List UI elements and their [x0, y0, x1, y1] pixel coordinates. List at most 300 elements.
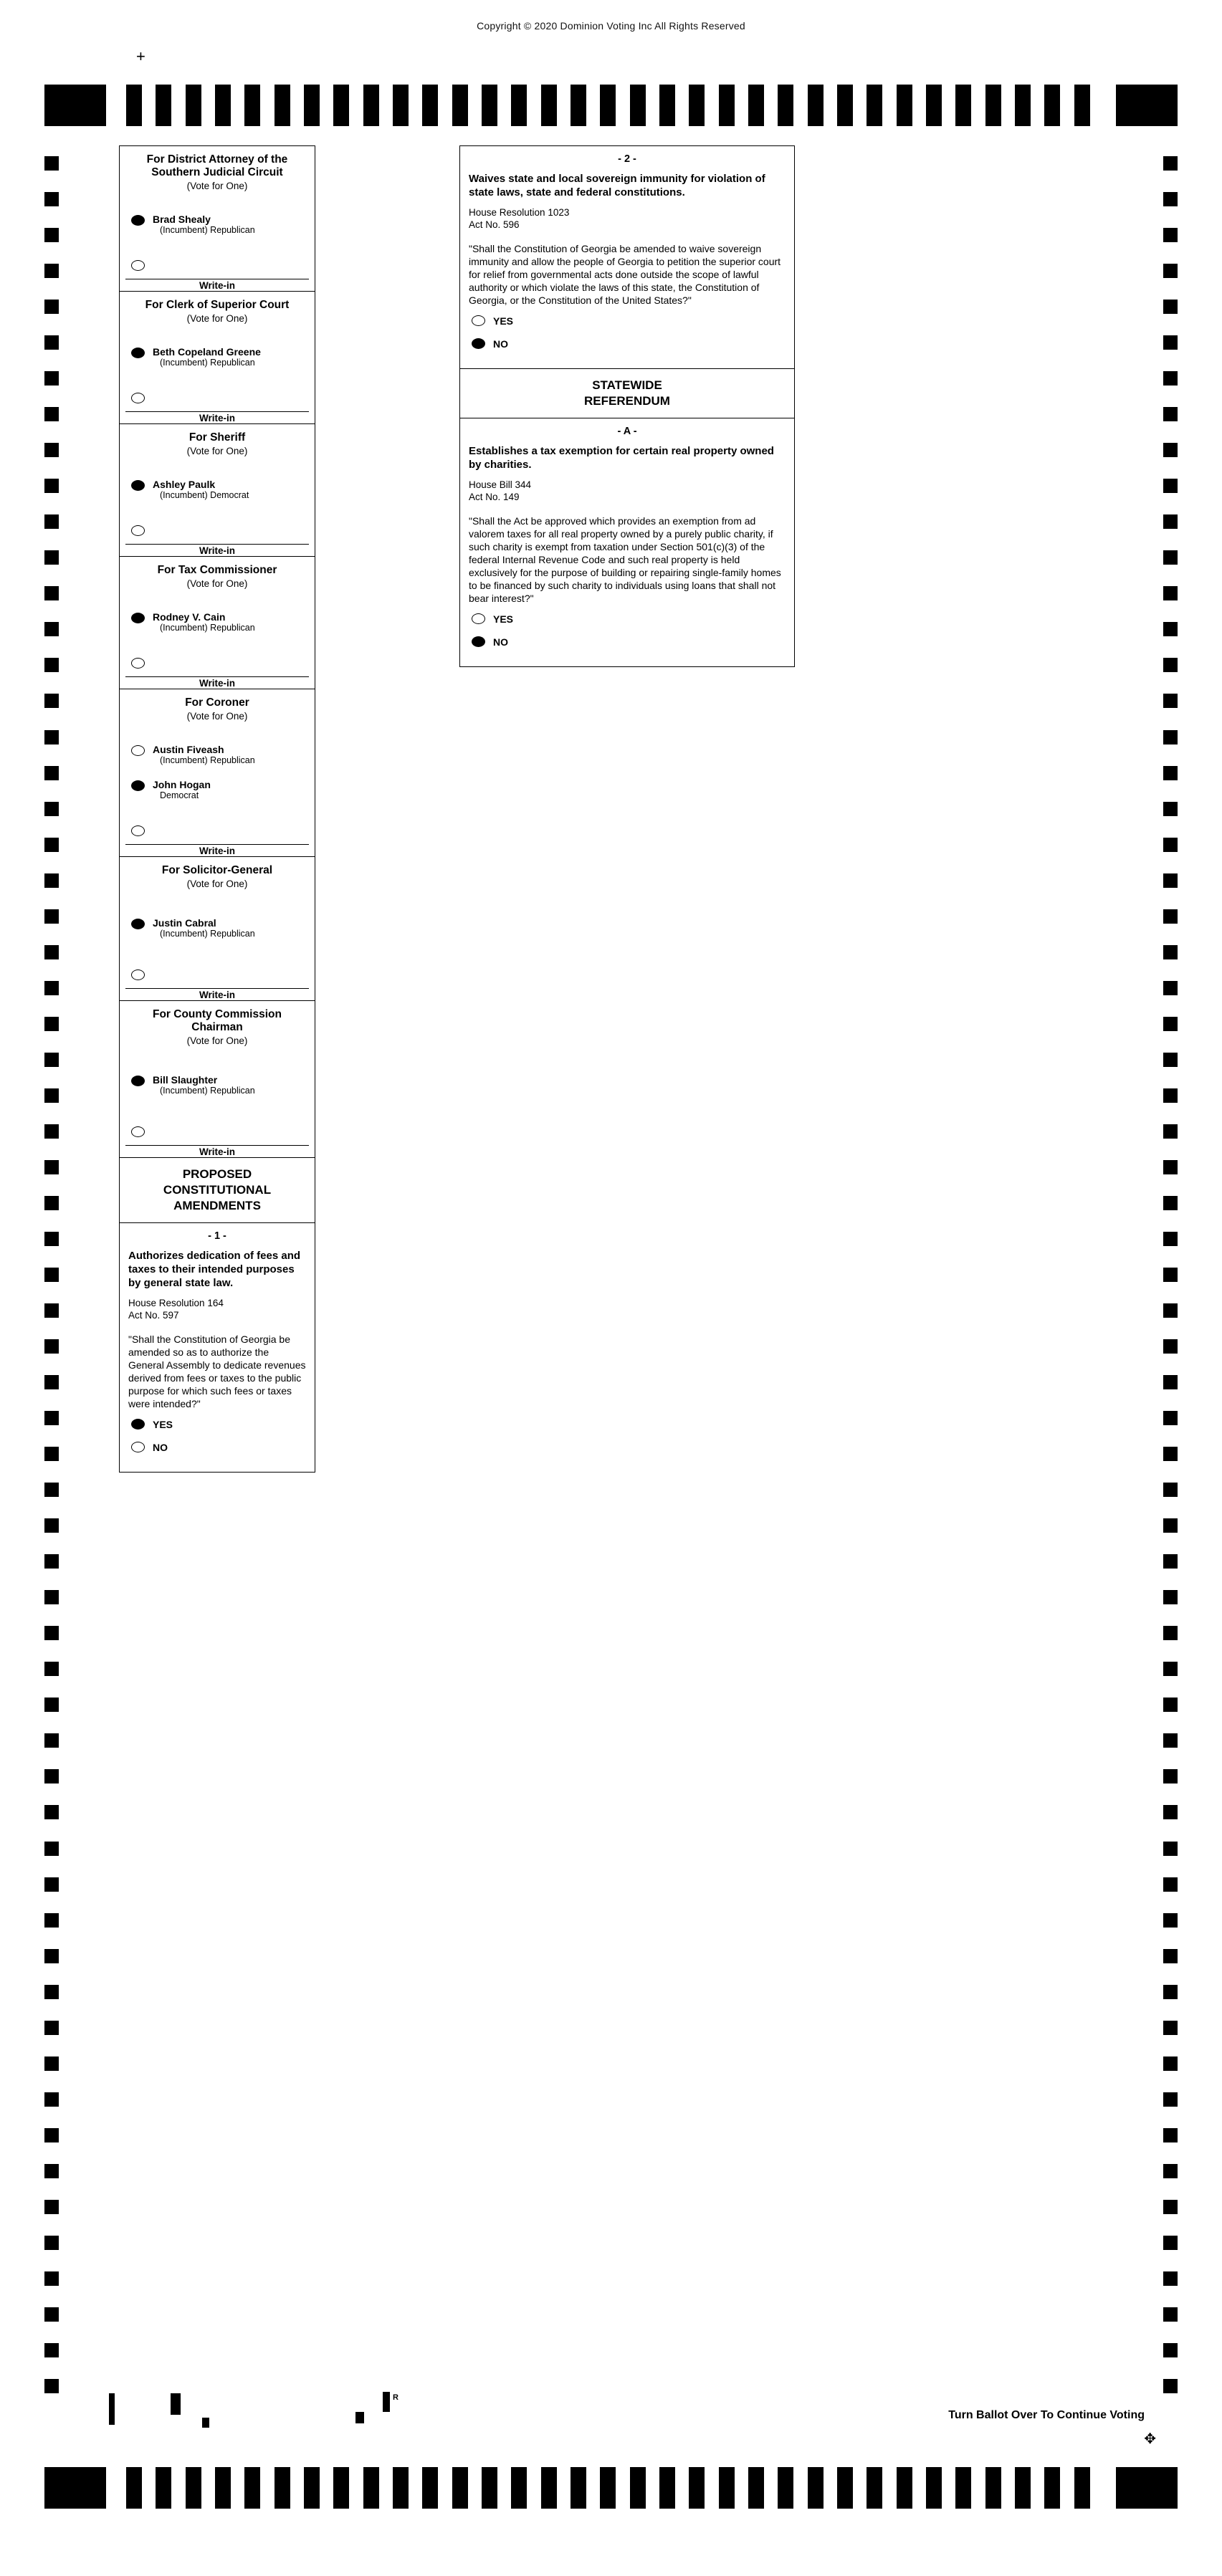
timing-mark: [44, 1733, 59, 1748]
timing-mark: [44, 1124, 59, 1139]
timing-mark: [985, 85, 1001, 126]
timing-mark: [44, 1554, 59, 1569]
timing-mark: [44, 2467, 106, 2509]
option-label: NO: [153, 1442, 168, 1453]
timing-mark: [44, 1088, 59, 1103]
contest-header: [120, 424, 315, 459]
timing-mark: [44, 479, 59, 493]
timing-mark: [1163, 1985, 1178, 1999]
timing-mark: [44, 192, 59, 206]
question-number: - 1 -: [208, 1230, 226, 1242]
contest-options: [120, 1048, 315, 1157]
write-in-option[interactable]: [120, 260, 315, 279]
timing-mark: [44, 1268, 59, 1282]
timing-mark: [44, 802, 59, 816]
timing-mark: [422, 85, 438, 126]
timing-mark: [1163, 514, 1178, 529]
bill-line-1: House Resolution 164: [128, 1298, 224, 1308]
timing-mark: [571, 85, 586, 126]
vote-oval[interactable]: [131, 1076, 145, 1086]
option-label: YES: [153, 1419, 173, 1430]
timing-mark: [1116, 85, 1178, 126]
timing-mark: [1015, 85, 1031, 126]
timing-mark: [44, 1518, 59, 1533]
question-summary: Authorizes dedication of fees and taxes to their intended purposes by general state law.: [128, 1250, 301, 1289]
timing-mark: [837, 85, 853, 126]
write-in-option[interactable]: [120, 1126, 315, 1145]
timing-mark: [748, 85, 764, 126]
timing-mark: [1074, 85, 1090, 126]
vote-oval[interactable]: [131, 825, 145, 836]
contest-options: [120, 326, 315, 423]
timing-mark: [1163, 2021, 1178, 2035]
timing-mark: [44, 2021, 59, 2035]
contest-title: For Tax Commissioner: [157, 564, 277, 576]
section-header-line1: STATEWIDE: [592, 378, 662, 392]
timing-mark: [44, 1877, 59, 1892]
question-option-yes[interactable]: [460, 613, 794, 631]
timing-mark: [808, 2467, 824, 2509]
timing-mark: [1163, 156, 1178, 171]
contest-instruction: (Vote for One): [186, 313, 248, 324]
timing-mark: [244, 85, 260, 126]
timing-mark: [1163, 1554, 1178, 1569]
timing-mark: [1163, 2092, 1178, 2107]
candidate-option[interactable]: [120, 917, 315, 939]
timing-mark: [44, 945, 59, 959]
contest-header: [120, 1001, 315, 1048]
timing-mark: [44, 1913, 59, 1928]
timing-mark: [1163, 838, 1178, 852]
timing-mark: [867, 85, 882, 126]
timing-mark: [44, 335, 59, 350]
candidate-option[interactable]: [120, 1074, 315, 1096]
contest-title-line2: Chairman: [191, 1021, 243, 1033]
timing-mark: [897, 2467, 912, 2509]
contest-instruction: (Vote for One): [186, 711, 248, 722]
contest-coroner: [119, 689, 315, 856]
timing-mark: [1163, 694, 1178, 708]
timing-mark: [659, 2467, 675, 2509]
timing-mark: [1116, 2467, 1178, 2509]
vote-oval[interactable]: [131, 215, 145, 226]
timing-mark: [1163, 1196, 1178, 1210]
timing-mark: [44, 2164, 59, 2178]
candidate-name: Justin Cabral: [153, 917, 216, 929]
timing-mark: [44, 1626, 59, 1640]
candidate-party: (Incumbent) Republican: [160, 358, 255, 368]
question-text: "Shall the Constitution of Georgia be amended to waive sovereign immunity and allow the people of Georgia to petition the superior court for relief from governmental acts done outside the scope of lawful authority or which violate the laws of this state, the Constitution of Georgia, or the Constitution of the United States?": [469, 243, 781, 306]
contest-county-commission-chairman: [119, 1000, 315, 1157]
timing-mark: [1163, 981, 1178, 995]
question-options: [460, 612, 794, 666]
contest-header: [120, 292, 315, 326]
timing-mark: [1163, 2164, 1178, 2178]
timing-mark: [1163, 2307, 1178, 2322]
question-options: [120, 1417, 315, 1472]
timing-mark: [1163, 2379, 1178, 2393]
timing-mark: [719, 85, 735, 126]
timing-mark: [44, 586, 59, 600]
timing-mark: [44, 2343, 59, 2357]
contest-instruction: (Vote for One): [186, 578, 248, 589]
timing-mark: [44, 1842, 59, 1856]
contest-header: [120, 857, 315, 891]
timing-mark: [1163, 1913, 1178, 1928]
timing-mark: [1044, 2467, 1060, 2509]
timing-mark: [511, 2467, 527, 2509]
timing-mark: [452, 85, 468, 126]
timing-mark: [1163, 586, 1178, 600]
section-header: [460, 368, 794, 418]
timing-mark: [363, 2467, 379, 2509]
timing-mark: [600, 85, 616, 126]
contest-instruction: (Vote for One): [186, 446, 248, 456]
timing-mark: [1163, 2343, 1178, 2357]
question-amendment-2: [459, 145, 795, 368]
question-number: - A -: [617, 426, 637, 437]
contest-clerk-superior-court: [119, 291, 315, 423]
candidate-option[interactable]: [120, 744, 315, 766]
timing-mark: [719, 2467, 735, 2509]
timing-mark: [126, 85, 142, 126]
timing-mark: [44, 1375, 59, 1389]
timing-mark: [44, 443, 59, 457]
timing-mark: [482, 85, 497, 126]
timing-mark: [778, 2467, 793, 2509]
contest-tax-commissioner: [119, 556, 315, 689]
vote-oval[interactable]: [131, 1442, 145, 1452]
copyright-notice: Copyright © 2020 Dominion Voting Inc All Rights Reserved: [477, 20, 745, 32]
contest-title: For Sheriff: [188, 431, 246, 444]
candidate-option[interactable]: [120, 611, 315, 633]
timing-mark: [1163, 407, 1178, 421]
timing-mark: [44, 622, 59, 636]
ballot-id-tick: [109, 2393, 115, 2425]
timing-mark: [1163, 2271, 1178, 2286]
timing-mark: [333, 2467, 349, 2509]
timing-mark: [1163, 1017, 1178, 1031]
timing-mark: [867, 2467, 882, 2509]
section-statewide-referendum: [459, 368, 795, 418]
write-in-label: Write-in: [125, 676, 309, 689]
contest-header: [120, 689, 315, 724]
contest-title: For District Attorney of the: [146, 153, 288, 166]
timing-mark: [275, 2467, 290, 2509]
timing-mark: [1163, 2236, 1178, 2250]
timing-mark: [44, 766, 59, 780]
contest-instruction: (Vote for One): [186, 181, 248, 191]
timing-mark: [244, 2467, 260, 2509]
write-in-label: Write-in: [125, 544, 309, 556]
timing-mark: [955, 2467, 971, 2509]
contest-options: [120, 193, 315, 291]
timing-mark: [44, 694, 59, 708]
contest-title-line2: Southern Judicial Circuit: [151, 166, 283, 178]
timing-mark: [1163, 1805, 1178, 1819]
timing-mark: [1163, 1447, 1178, 1461]
candidate-name: Bill Slaughter: [153, 1074, 218, 1086]
candidate-option[interactable]: [120, 479, 315, 501]
timing-mark: [1163, 1842, 1178, 1856]
timing-mark: [1163, 2200, 1178, 2214]
section-header-line3: AMENDMENTS: [173, 1199, 261, 1212]
timing-mark: [1163, 264, 1178, 278]
ballot-id-tick: [383, 2392, 390, 2412]
timing-mark: [44, 407, 59, 421]
timing-mark: [44, 2057, 59, 2071]
timing-mark: [1163, 1053, 1178, 1067]
timing-mark: [215, 85, 231, 126]
contest-header: [120, 557, 315, 591]
timing-mark: [659, 85, 675, 126]
timing-mark: [44, 730, 59, 744]
timing-mark: [156, 85, 171, 126]
timing-mark: [44, 873, 59, 888]
timing-mark: [44, 550, 59, 565]
vote-oval[interactable]: [131, 1419, 145, 1430]
timing-mark: [1163, 335, 1178, 350]
ballot-id-tick: [171, 2393, 181, 2415]
timing-mark: [44, 1196, 59, 1210]
bill-line-1: House Bill 344: [469, 479, 532, 490]
timing-mark: [600, 2467, 616, 2509]
vote-oval[interactable]: [131, 969, 145, 980]
question-amendment-1: [119, 1222, 315, 1473]
contest-instruction: (Vote for One): [186, 1035, 248, 1046]
timing-mark: [1163, 550, 1178, 565]
write-in-option[interactable]: [120, 969, 315, 988]
timing-mark: [1163, 658, 1178, 672]
timing-mark: [44, 156, 59, 171]
timing-mark: [1163, 873, 1178, 888]
question-option-no[interactable]: [460, 636, 794, 653]
timing-mark: [1163, 1124, 1178, 1139]
timing-mark: [44, 981, 59, 995]
timing-mark: [571, 2467, 586, 2509]
timing-mark: [1163, 1160, 1178, 1174]
timing-mark: [1163, 730, 1178, 744]
registration-plus-mark: +: [136, 47, 145, 65]
question-option-yes[interactable]: [460, 315, 794, 332]
contest-solicitor-general: [119, 856, 315, 1000]
bill-line-2: Act No. 597: [128, 1310, 179, 1321]
timing-mark: [1163, 1733, 1178, 1748]
contest-header: [120, 146, 315, 193]
ballot-id-tick: [202, 2418, 209, 2428]
vote-oval[interactable]: [472, 636, 485, 647]
timing-mark: [186, 2467, 201, 2509]
timing-mark: [275, 85, 290, 126]
timing-mark: [778, 85, 793, 126]
timing-mark: [44, 1985, 59, 1999]
write-in-option[interactable]: [120, 825, 315, 844]
timing-mark: [1163, 228, 1178, 242]
timing-mark: [1163, 1483, 1178, 1497]
write-in-option[interactable]: [120, 393, 315, 411]
ballot-left-column: [119, 145, 315, 1473]
timing-mark: [926, 85, 942, 126]
timing-mark: [44, 1949, 59, 1963]
timing-mark: [1163, 1268, 1178, 1282]
timing-mark: [1163, 909, 1178, 924]
question-bill: [460, 206, 794, 238]
question-bill: [120, 1297, 315, 1328]
write-in-label: Write-in: [125, 1145, 309, 1157]
timing-mark: [1163, 479, 1178, 493]
vote-oval[interactable]: [131, 780, 145, 791]
vote-oval[interactable]: [131, 613, 145, 623]
vote-oval[interactable]: [131, 348, 145, 358]
timing-mark: [1163, 1590, 1178, 1604]
vote-oval[interactable]: [472, 315, 485, 326]
vote-oval[interactable]: [131, 260, 145, 271]
timing-mark: [44, 909, 59, 924]
timing-mark: [44, 1590, 59, 1604]
timing-mark: [897, 85, 912, 126]
candidate-party: (Incumbent) Republican: [160, 929, 255, 939]
timing-mark: [689, 2467, 705, 2509]
timing-mark: [1163, 1518, 1178, 1533]
candidate-party: (Incumbent) Democrat: [160, 490, 249, 500]
timing-mark: [44, 1447, 59, 1461]
option-label: NO: [493, 636, 508, 648]
timing-mark: [1163, 802, 1178, 816]
question-options: [460, 314, 794, 368]
timing-mark: [1163, 1411, 1178, 1425]
vote-oval[interactable]: [131, 658, 145, 669]
candidate-option[interactable]: [120, 779, 315, 801]
timing-mark: [186, 85, 201, 126]
candidate-name: John Hogan: [153, 779, 211, 790]
timing-mark: [1163, 2057, 1178, 2071]
timing-mark: [1163, 371, 1178, 386]
timing-mark: [44, 2236, 59, 2250]
timing-mark: [393, 2467, 409, 2509]
vote-oval[interactable]: [131, 480, 145, 491]
timing-mark: [1163, 1339, 1178, 1354]
timing-mark: [1163, 945, 1178, 959]
bill-line-1: House Resolution 1023: [469, 207, 570, 218]
vote-oval[interactable]: [131, 525, 145, 536]
timing-mark: [1163, 192, 1178, 206]
candidate-name: Beth Copeland Greene: [153, 346, 261, 358]
question-bill: [460, 479, 794, 510]
timing-mark: [44, 514, 59, 529]
alignment-arrow-icon: ✥: [1144, 2431, 1156, 2447]
contest-title: For Coroner: [185, 696, 249, 709]
timing-mark: [44, 2307, 59, 2322]
timing-mark: [126, 2467, 142, 2509]
timing-mark: [156, 2467, 171, 2509]
timing-mark: [541, 2467, 557, 2509]
timing-mark: [1163, 1088, 1178, 1103]
timing-mark: [44, 2379, 59, 2393]
candidate-party: (Incumbent) Republican: [160, 225, 255, 235]
question-text: "Shall the Constitution of Georgia be amended so as to authorize the General Assembly to dedicate revenues derived from fees or taxes to the public purpose for which such fees or taxes were intended?": [128, 1334, 306, 1409]
timing-mark: [393, 85, 409, 126]
question-text: "Shall the Act be approved which provides an exemption from ad valorem taxes for all real property owned by a purely public charity, if such charity is exempt from taxation under Section 501(c)(3) of the federal Internal Revenue Code and such real property is held exclusively for the purpose of building or repairing single-family homes to be financed by such charity to individuals using loans that shall not bear interest?": [469, 515, 781, 604]
timing-mark: [1163, 766, 1178, 780]
vote-oval[interactable]: [131, 919, 145, 929]
timing-mark: [44, 658, 59, 672]
write-in-option[interactable]: [120, 525, 315, 544]
write-in-label: Write-in: [125, 988, 309, 1000]
timing-mark: [44, 1339, 59, 1354]
timing-mark: [1163, 1626, 1178, 1640]
timing-mark: [304, 2467, 320, 2509]
question-option-yes[interactable]: [120, 1419, 315, 1436]
timing-mark: [955, 85, 971, 126]
timing-mark: [748, 2467, 764, 2509]
question-option-no[interactable]: [120, 1442, 315, 1459]
question-option-no[interactable]: [460, 338, 794, 355]
timing-mark: [1163, 1232, 1178, 1246]
candidate-party: (Incumbent) Republican: [160, 755, 255, 765]
vote-oval[interactable]: [472, 613, 485, 624]
ballot-right-column: [459, 145, 795, 667]
timing-mark: [452, 2467, 468, 2509]
timing-mark: [44, 371, 59, 386]
candidate-option[interactable]: [120, 346, 315, 368]
timing-mark: [1163, 1375, 1178, 1389]
option-label: NO: [493, 338, 508, 350]
question-summary: Waives state and local sovereign immunity for violation of state laws, state and federal constitutions.: [469, 173, 765, 198]
section-proposed-constitutional-amendments: [119, 1157, 315, 1222]
timing-mark: [1163, 1662, 1178, 1676]
timing-mark: [44, 1805, 59, 1819]
candidate-party: (Incumbent) Republican: [160, 1086, 255, 1096]
candidate-name: Rodney V. Cain: [153, 611, 226, 623]
timing-mark: [630, 85, 646, 126]
candidate-name: Austin Fiveash: [153, 744, 224, 755]
question-referendum-a: [459, 418, 795, 667]
timing-mark: [44, 1017, 59, 1031]
contest-options: [120, 459, 315, 556]
timing-mark: [304, 85, 320, 126]
timing-mark: [1163, 1698, 1178, 1712]
timing-mark: [44, 228, 59, 242]
timing-mark: [1163, 1877, 1178, 1892]
vote-oval[interactable]: [131, 1126, 145, 1137]
timing-mark: [630, 2467, 646, 2509]
timing-mark: [689, 85, 705, 126]
ballot-id-letter: R: [393, 2393, 398, 2402]
section-header-line1: PROPOSED: [182, 1167, 252, 1181]
timing-mark: [44, 1160, 59, 1174]
timing-mark: [44, 85, 106, 126]
timing-mark: [44, 2271, 59, 2286]
vote-oval[interactable]: [131, 393, 145, 403]
vote-oval[interactable]: [131, 745, 145, 756]
timing-mark: [1163, 622, 1178, 636]
timing-mark: [1163, 1303, 1178, 1318]
option-label: YES: [493, 613, 514, 625]
timing-mark: [44, 838, 59, 852]
candidate-party: (Incumbent) Republican: [160, 623, 255, 633]
timing-mark: [44, 1698, 59, 1712]
vote-oval[interactable]: [472, 338, 485, 349]
contest-sheriff: [119, 423, 315, 556]
write-in-option[interactable]: [120, 658, 315, 676]
candidate-option[interactable]: [120, 214, 315, 236]
timing-mark: [363, 85, 379, 126]
write-in-label: Write-in: [125, 844, 309, 856]
timing-mark: [1044, 85, 1060, 126]
timing-mark: [44, 2200, 59, 2214]
contest-title: For Solicitor-General: [161, 864, 273, 876]
timing-mark: [541, 85, 557, 126]
